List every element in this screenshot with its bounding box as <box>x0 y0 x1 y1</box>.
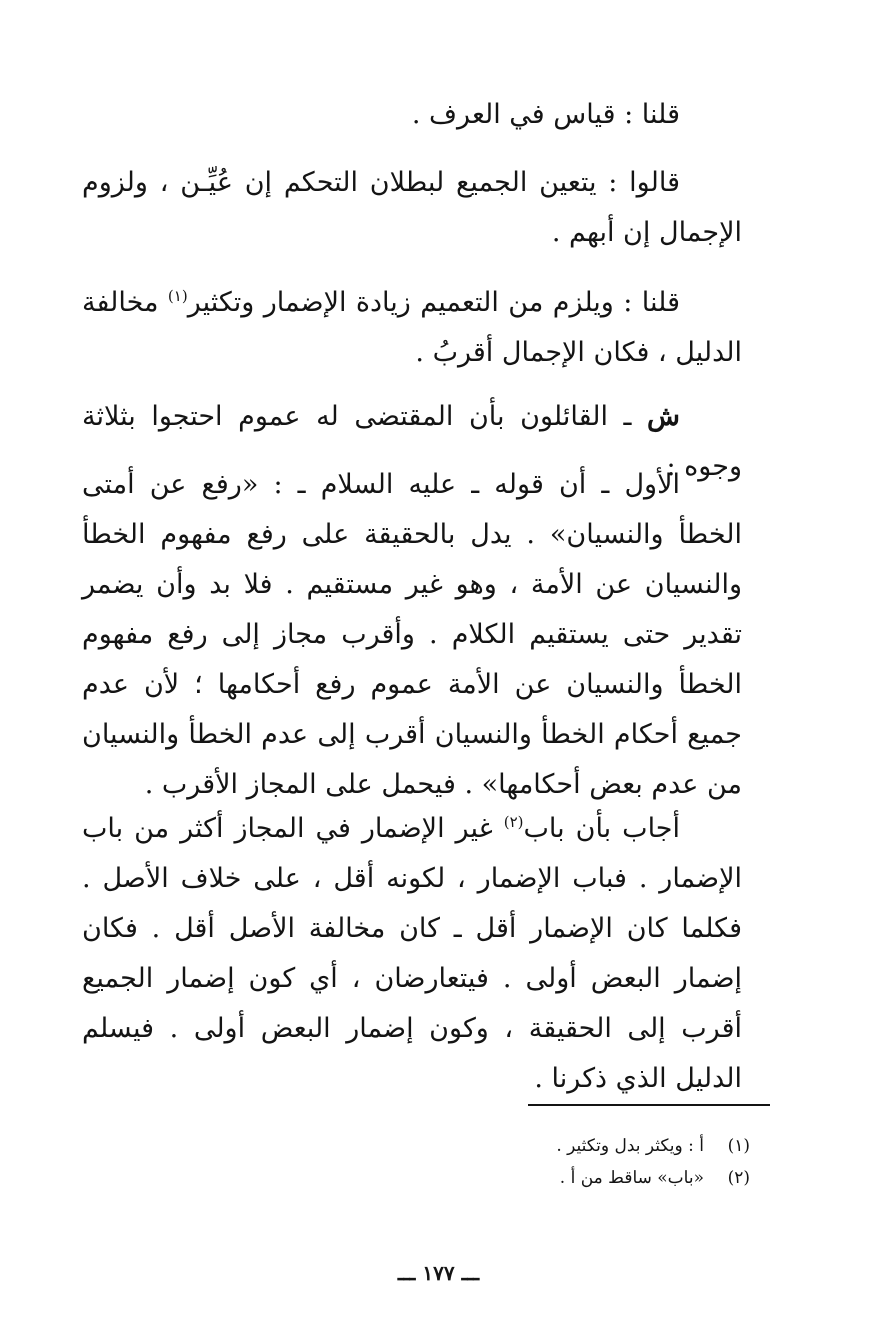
paragraph-3 <box>82 278 742 378</box>
paragraph-6-text-end: غير الإضمار في المجاز أكثر من باب الإضمار . فباب الإضمار ، لكونه أقل ، على خلاف الأصل . فكلما كان الإضمار أقل ـ كان مخالفة الأصل أقل . فكان إضمار البعض أولى . فيتعارضان ، أي كون إضمار الجميع أقرب إلى الحقيقة ، وكون إضمار البعض أولى . فيسلم الدليل الذي ذكرنا . <box>82 813 742 1094</box>
footnote-2-number: (٢) <box>727 1168 750 1188</box>
footnote-divider <box>528 1104 770 1106</box>
paragraph-5 <box>82 460 742 810</box>
paragraph-2 <box>82 158 742 258</box>
page-number: ـــ ١٧٧ ـــ <box>397 1261 480 1285</box>
commentary-marker: ش <box>647 401 680 432</box>
paragraph-1-text: قلنا : قياس في العرف . <box>411 99 680 130</box>
footnote-ref-2[interactable]: (٢) <box>503 813 524 831</box>
footnote-1 <box>420 1130 750 1162</box>
footnote-1-number: (١) <box>727 1136 750 1156</box>
footnote-2-text: «باب» ساقط من أ . <box>559 1168 704 1188</box>
paragraph-2-text: قالوا : يتعين الجميع لبطلان التحكم إن عُيِّـن ، ولزوم الإجمال إن أبهم . <box>82 167 742 248</box>
paragraph-5-text: الأول ـ أن قوله ـ عليه السلام ـ : «رفع عن أمتى الخطأ والنسيان» . يدل بالحقيقة على رفع مفهوم الخطأ والنسيان عن الأمة ، وهو غير مستقيم . فلا بد وأن يضمر تقدير حتى يستقيم الكلام . وأقرب مجاز إلى رفع مفهوم الخطأ والنسيان عن الأمة عموم رفع أحكامها ؛ لأن عدم جميع أحكام الخطأ والنسيان أقرب إلى عدم الخطأ والنسيان من عدم بعض أحكامها» . فيحمل على المجاز الأقرب . <box>82 469 742 800</box>
paragraph-6 <box>82 804 742 1104</box>
paragraph-4-text: ـ القائلون بأن المقتضى له عموم احتجوا بثلاثة وجوه : <box>82 401 742 482</box>
paragraph-1 <box>82 90 742 140</box>
footnote-2 <box>420 1162 750 1194</box>
paragraph-6-text-start: أجاب بأن باب <box>523 813 680 844</box>
paragraph-3-text-start: قلنا : ويلزم من التعميم زيادة الإضمار وتكثير <box>187 287 681 318</box>
footnotes <box>420 1130 750 1194</box>
footnote-ref-1[interactable]: (١) <box>167 287 188 305</box>
footnote-1-text: أ : ويكثر بدل وتكثير . <box>556 1136 704 1156</box>
paragraph-3-text-end: مخالفة الدليل ، فكان الإجمال أقربُ . <box>82 287 742 368</box>
